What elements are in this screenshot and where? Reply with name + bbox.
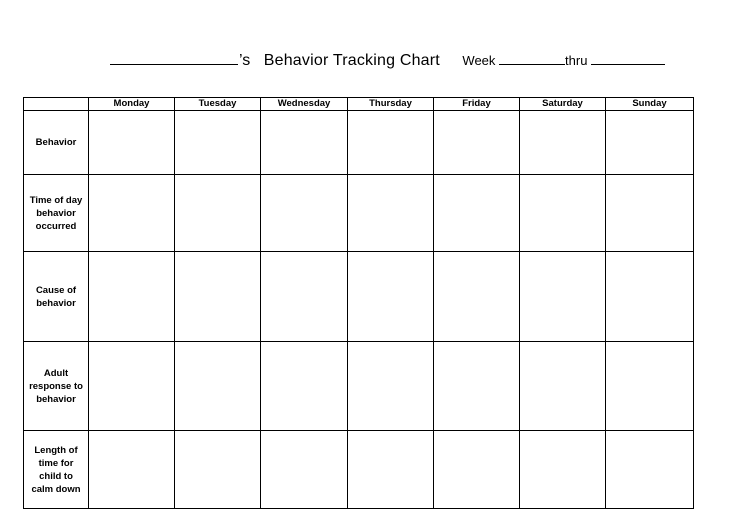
entry-cell[interactable] [89,431,175,509]
table-row [24,175,694,252]
chart-title: Behavior Tracking Chart [263,52,440,69]
entry-cell[interactable] [606,111,694,175]
entry-cell[interactable] [175,431,261,509]
entry-cell[interactable] [89,111,175,175]
entry-cell[interactable] [606,175,694,252]
thru-label: thru [565,53,588,68]
day-header: Sunday [606,98,694,111]
week-range [462,52,665,68]
table-row [24,342,694,431]
entry-cell[interactable] [434,175,520,252]
entry-cell[interactable] [434,342,520,431]
entry-cell[interactable] [348,111,434,175]
entry-cell[interactable] [348,431,434,509]
row-label: Length of time for child to calm down [24,431,89,509]
entry-cell[interactable] [175,111,261,175]
chart-header [110,48,670,70]
entry-cell[interactable] [348,342,434,431]
entry-cell[interactable] [606,252,694,342]
entry-cell[interactable] [520,252,606,342]
behavior-tracking-table [23,97,694,509]
row-label: Behavior [24,111,89,175]
day-header: Friday [434,98,520,111]
day-header: Saturday [520,98,606,111]
entry-cell[interactable] [520,111,606,175]
entry-cell[interactable] [434,431,520,509]
entry-cell[interactable] [520,431,606,509]
week-start-blank [499,52,565,65]
child-name-blank [110,48,238,65]
entry-cell[interactable] [89,342,175,431]
entry-cell[interactable] [348,252,434,342]
corner-cell [24,98,89,111]
entry-cell[interactable] [434,252,520,342]
entry-cell[interactable] [261,252,348,342]
day-header: Wednesday [261,98,348,111]
week-label: Week [462,53,496,68]
table-row [24,111,694,175]
row-label: Cause of behavior [24,252,89,342]
day-header: Monday [89,98,175,111]
entry-cell[interactable] [175,175,261,252]
day-header: Thursday [348,98,434,111]
entry-cell[interactable] [261,175,348,252]
entry-cell[interactable] [520,342,606,431]
header-row [24,98,694,111]
table-row [24,431,694,509]
entry-cell[interactable] [175,342,261,431]
day-header: Tuesday [175,98,261,111]
entry-cell[interactable] [606,342,694,431]
entry-cell[interactable] [261,111,348,175]
entry-cell[interactable] [89,175,175,252]
possessive-suffix: ’s [239,52,251,69]
entry-cell[interactable] [434,111,520,175]
row-label: Adult response to behavior [24,342,89,431]
entry-cell[interactable] [348,175,434,252]
entry-cell[interactable] [606,431,694,509]
row-label: Time of day behavior occurred [24,175,89,252]
entry-cell[interactable] [175,252,261,342]
week-end-blank [591,52,665,65]
entry-cell[interactable] [520,175,606,252]
table-row [24,252,694,342]
entry-cell[interactable] [89,252,175,342]
entry-cell[interactable] [261,431,348,509]
entry-cell[interactable] [261,342,348,431]
